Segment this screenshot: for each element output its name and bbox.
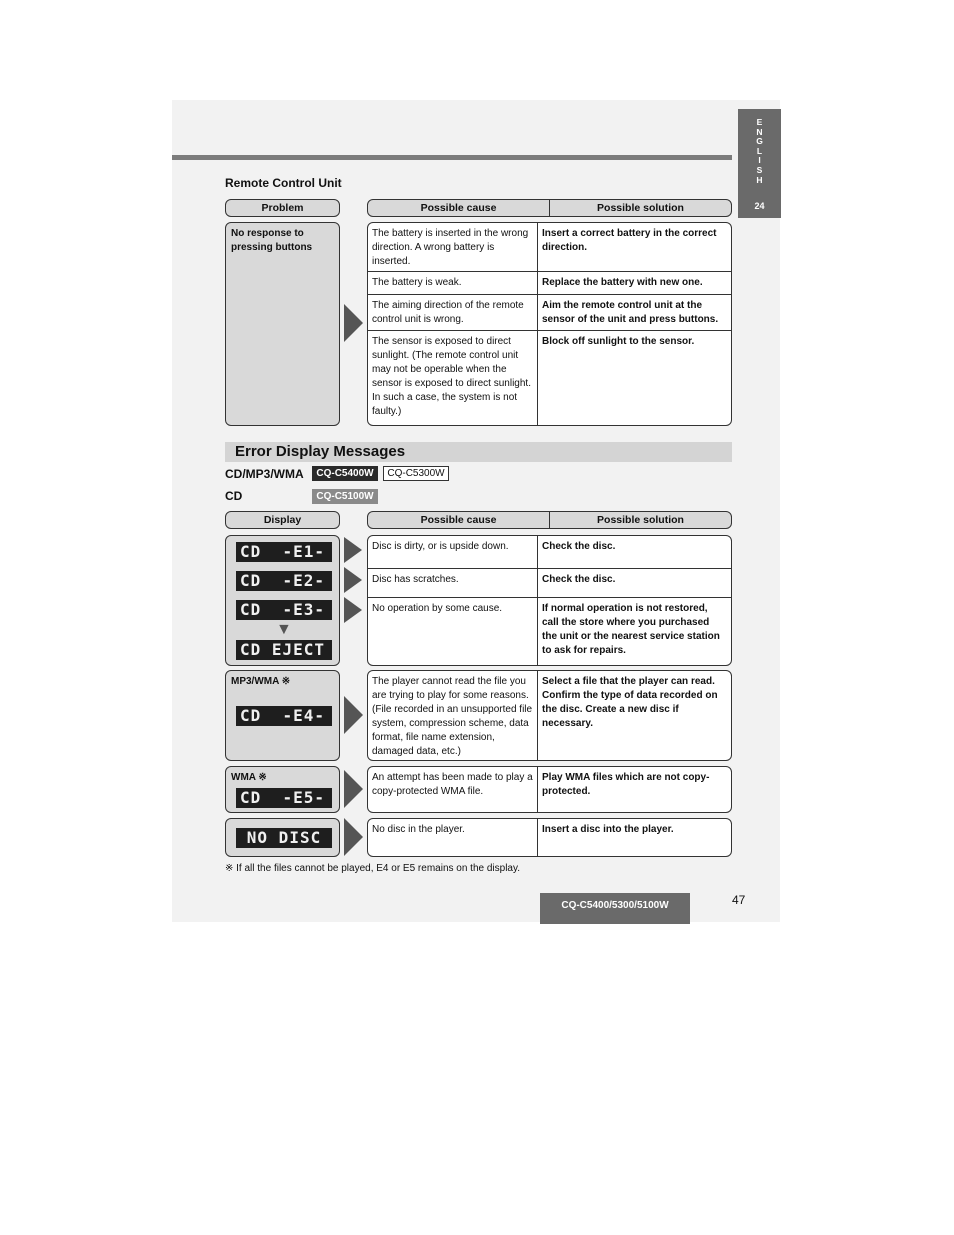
remote-table-header [367, 199, 732, 217]
arrow-icon [344, 818, 363, 856]
cause-cell: No disc in the player. [368, 819, 538, 856]
arrow-icon [344, 304, 363, 342]
error-table-group [367, 766, 732, 813]
solution-header: Possible solution [549, 200, 731, 216]
display-group [225, 670, 340, 761]
top-rule [172, 155, 732, 160]
cause-cell: The battery is inserted in the wrong direction. A wrong battery is inserted. [368, 223, 538, 271]
table-row [368, 671, 731, 760]
table-row [368, 767, 731, 812]
arrow-icon [344, 696, 363, 734]
model-badge: CQ-C5300W [383, 466, 449, 481]
error-heading: Error Display Messages [235, 443, 406, 460]
cause-cell: The player cannot read the file you are trying to play for some reasons. (File recorded in an unsupported file system, compression scheme, data format, file name extension, damaged data, etc.) [368, 671, 538, 760]
section-number: 24 [754, 201, 765, 211]
error-table-header [367, 511, 732, 529]
solution-cell: Check the disc. [542, 574, 616, 585]
remote-table [367, 222, 732, 426]
table-row [368, 330, 731, 425]
table-row [368, 819, 731, 856]
cause-cell: The aiming direction of the remote control unit is wrong. [368, 295, 538, 331]
lcd-display: CD -E5- [236, 788, 332, 808]
language-label: E N G L I S H [756, 117, 763, 185]
model-badge: CQ-C5100W [312, 489, 378, 504]
lcd-display: CD -E2- [236, 571, 332, 591]
cause-cell: The sensor is exposed to direct sunlight. (The remote control unit may not be operable when the sensor is exposed to direct sunlight. In such a case, the system is not faulty.) [368, 331, 538, 425]
solution-cell: Play WMA files which are not copy-protected. [542, 772, 710, 797]
lcd-display: CD -E4- [236, 706, 332, 726]
solution-cell: Insert a correct battery in the correct direction. [542, 228, 717, 253]
solution-cell: Select a file that the player can read. Confirm the type of data recorded on the disc. Create a new disc if necessary. [542, 676, 718, 729]
model-row-label: CD [225, 489, 243, 503]
cause-header: Possible cause [420, 202, 497, 214]
display-group [225, 766, 340, 813]
solution-cell: Insert a disc into the player. [542, 824, 674, 835]
problem-header: Problem [225, 199, 340, 217]
table-row [368, 271, 731, 295]
display-group [225, 818, 340, 857]
table-row [368, 568, 731, 598]
error-table-group [367, 535, 732, 666]
lcd-display: CD -E3- [236, 600, 332, 620]
solution-header: Possible solution [549, 512, 731, 528]
error-table-group [367, 670, 732, 761]
format-label: WMA ※ [231, 772, 267, 783]
problem-cell: No response to pressing buttons [225, 222, 340, 426]
table-row [368, 223, 731, 271]
display-header: Display [225, 511, 340, 529]
error-table-group [367, 818, 732, 857]
solution-cell: Check the disc. [542, 541, 616, 552]
solution-cell: Aim the remote control unit at the sensor of the unit and press buttons. [542, 300, 719, 325]
arrow-icon [344, 537, 362, 563]
model-row-label: CD/MP3/WMA [225, 467, 304, 481]
solution-cell: Replace the battery with new one. [542, 277, 703, 288]
display-group [225, 535, 340, 666]
lcd-display: NO DISC [236, 828, 332, 848]
down-arrow-icon: ▼ [276, 621, 292, 638]
cause-cell: No operation by some cause. [368, 598, 538, 665]
lcd-display: CD EJECT [236, 640, 332, 660]
cause-cell: An attempt has been made to play a copy-protected WMA file. [368, 767, 538, 812]
table-row [368, 597, 731, 665]
format-label: MP3/WMA ※ [231, 676, 291, 687]
lcd-display: CD -E1- [236, 542, 332, 562]
solution-cell: Block off sunlight to the sensor. [542, 336, 695, 347]
arrow-icon [344, 597, 362, 623]
cause-header: Possible cause [420, 514, 497, 526]
remote-heading: Remote Control Unit [225, 176, 342, 190]
arrow-icon [344, 770, 363, 808]
footnote: ※ If all the files cannot be played, E4 or E5 remains on the display. [225, 863, 521, 874]
cause-cell: The battery is weak. [368, 272, 538, 295]
solution-cell: If normal operation is not restored, call the store where you purchased the unit or the nearest service station to ask for repairs. [542, 603, 720, 656]
table-row [368, 294, 731, 331]
cause-cell: Disc has scratches. [368, 569, 538, 598]
model-badge: CQ-C5400W [312, 466, 378, 481]
cause-cell: Disc is dirty, or is upside down. [368, 536, 538, 568]
language-tab [738, 109, 781, 218]
page-number: 47 [732, 893, 746, 907]
arrow-icon [344, 567, 362, 593]
table-row [368, 536, 731, 568]
error-section-bar [225, 442, 732, 462]
model-footer: CQ-C5400/5300/5100W [540, 893, 690, 924]
